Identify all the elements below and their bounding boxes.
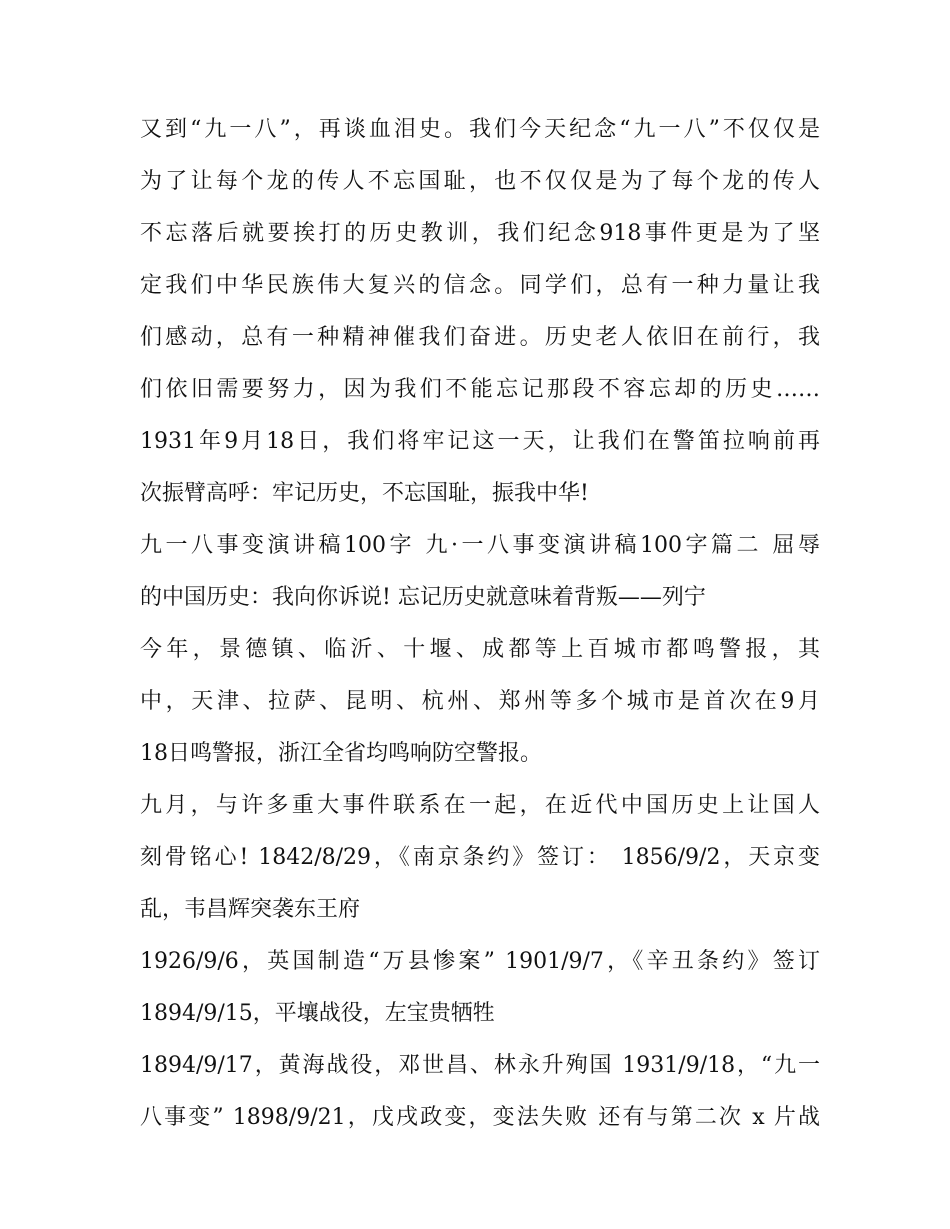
document-body [140, 104, 820, 1144]
text-line: 乱，韦昌辉突袭东王府 [140, 897, 361, 922]
text-line: 不忘落后就要挨打的历史教训，我们纪念918事件更是为了坚 [140, 221, 820, 246]
text-line: 今年，景德镇、临沂、十堰、成都等上百城市都鸣警报，其 [140, 637, 820, 662]
text-line: 次振臂高呼：牢记历史，不忘国耻，振我中华! [140, 481, 589, 506]
text-line: 定我们中华民族伟大复兴的信念。同学们，总有一种力量让我 [140, 273, 820, 298]
text-line: 1926/9/6，英国制造“万县惨案” 1901/9/7，《辛丑条约》签订 [140, 949, 820, 974]
text-line: 的中国历史：我向你诉说! 忘记历史就意味着背叛——列宁 [140, 585, 706, 610]
text-line: 又到“九一八”，再谈血泪史。我们今天纪念“九一八”不仅仅是 [140, 117, 820, 142]
text-line: 为了让每个龙的传人不忘国耻，也不仅仅是为了每个龙的传人 [140, 169, 820, 194]
text-line: 们依旧需要努力，因为我们不能忘记那段不容忘却的历史…… [140, 377, 820, 402]
text-line: 九月，与许多重大事件联系在一起，在近代中国历史上让国人 [140, 793, 820, 818]
text-line: 1894/9/17，黄海战役，邓世昌、林永升殉国 1931/9/18，“九一 [140, 1053, 820, 1078]
text-line: 九一八事变演讲稿100字 九·一八事变演讲稿100字篇二 屈辱 [140, 533, 820, 558]
text-line: 1894/9/15，平壤战役，左宝贵牺牲 [140, 1001, 495, 1026]
text-line: 刻骨铭心! 1842/8/29，《南京条约》签订： 1856/9/2，天京变 [140, 845, 820, 870]
text-line: 们感动，总有一种精神催我们奋进。历史老人依旧在前行，我 [140, 325, 820, 350]
text-line: 中，天津、拉萨、昆明、杭州、郑州等多个城市是首次在9月 [140, 689, 820, 714]
text-line: 18日鸣警报，浙江全省均鸣响防空警报。 [140, 741, 542, 766]
text-line: 八事变” 1898/9/21，戊戌政变，变法失败 还有与第二次 x 片战 [140, 1105, 820, 1130]
text-line: 1931年9月18日，我们将牢记这一天，让我们在警笛拉响前再 [140, 429, 820, 454]
